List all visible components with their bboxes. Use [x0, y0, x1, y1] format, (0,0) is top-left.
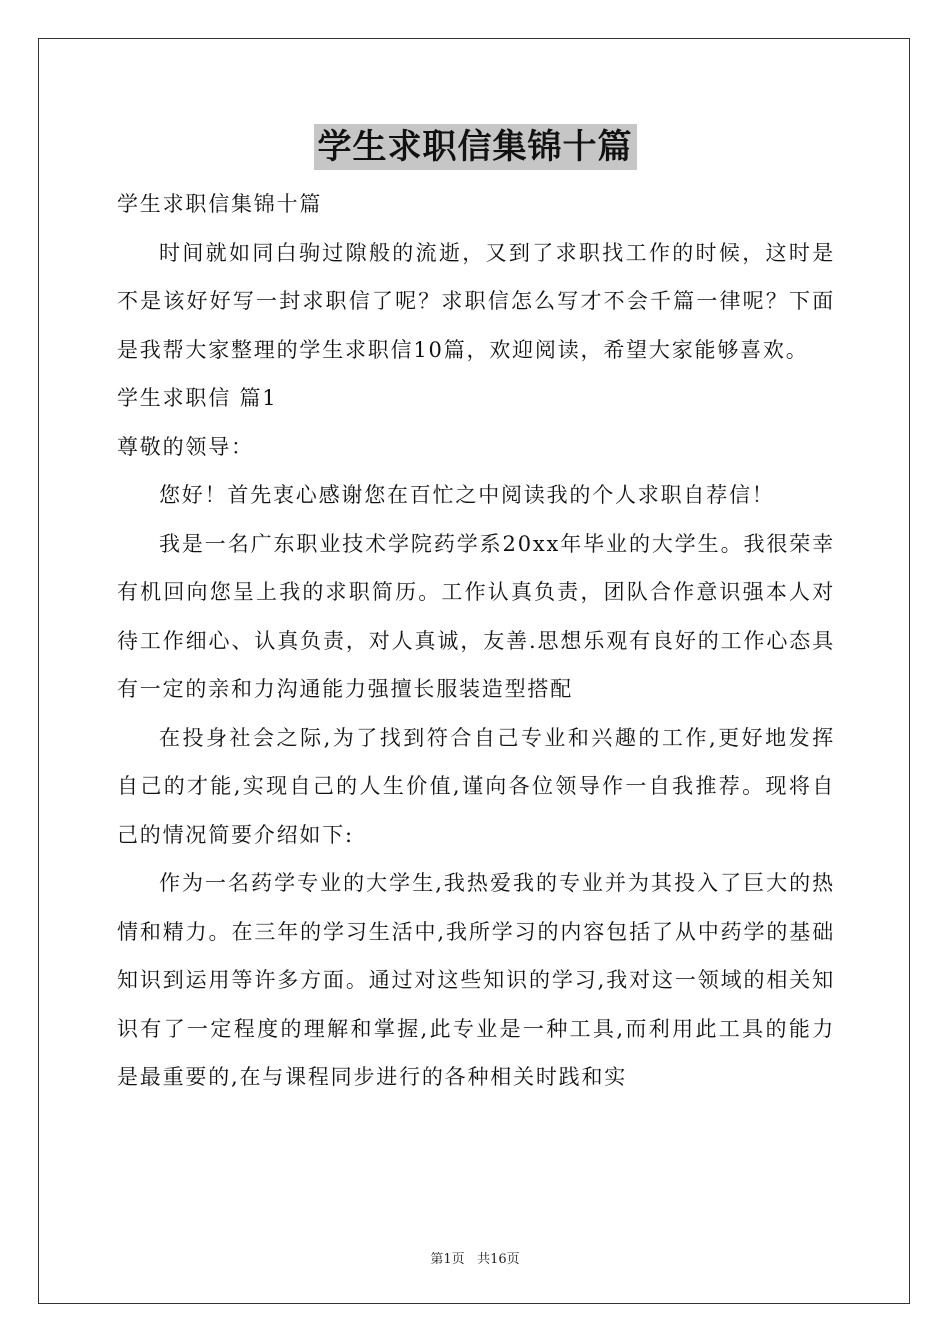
page-footer — [0, 1248, 950, 1267]
paragraph-intro: 时间就如同白驹过隙般的流逝，又到了求职找工作的时候，这时是不是该好好写一封求职信了呢？求职信怎么写才不会千篇一律呢？下面是我帮大家整理的学生求职信10篇，欢迎阅读，希望大家能够喜欢。 — [117, 240, 835, 362]
paragraph-section-heading: 学生求职信 篇1 — [117, 386, 278, 410]
paragraph-purpose: 在投身社会之际,为了找到符合自己专业和兴趣的工作,更好地发挥自己的才能,实现自己的人生价值,谨向各位领导作一自我推荐。现将自己的情况简要介绍如下: — [117, 725, 835, 847]
paragraph-salutation: 尊敬的领导： — [117, 434, 254, 459]
paragraph-major: 作为一名药学专业的大学生,我热爱我的专业并为其投入了巨大的热情和精力。在三年的学习生活中,我所学习的内容包括了从中药学的基础知识到运用等许多方面。通过对这些知识的学习,我对这一领域的相关知识有了一定程度的理解和掌握,此专业是一种工具,而利用此工具的能力是最重要的,在与课程同步进行的各种相关时践和实 — [117, 871, 835, 1089]
page-total: 共16页 — [477, 1252, 520, 1267]
page-number: 第1页 — [430, 1252, 465, 1267]
paragraph-subtitle: 学生求职信集锦十篇 — [117, 192, 323, 216]
paragraph-self-intro: 我是一名广东职业技术学院药学系20xx年毕业的大学生。我很荣幸有机回向您呈上我的求职简历。工作认真负责，团队合作意识强本人对待工作细心、认真负责，对人真诚，友善.思想乐观有良好的工作心态具有一定的亲和力沟通能力强擅长服装造型搭配 — [117, 531, 835, 701]
title-wrap — [0, 124, 950, 170]
paragraph-greeting: 您好！首先衷心感谢您在百忙之中阅读我的个人求职自荐信！ — [159, 483, 775, 507]
document-title: 学生求职信集锦十篇 — [314, 124, 637, 170]
document-body — [117, 180, 835, 1102]
